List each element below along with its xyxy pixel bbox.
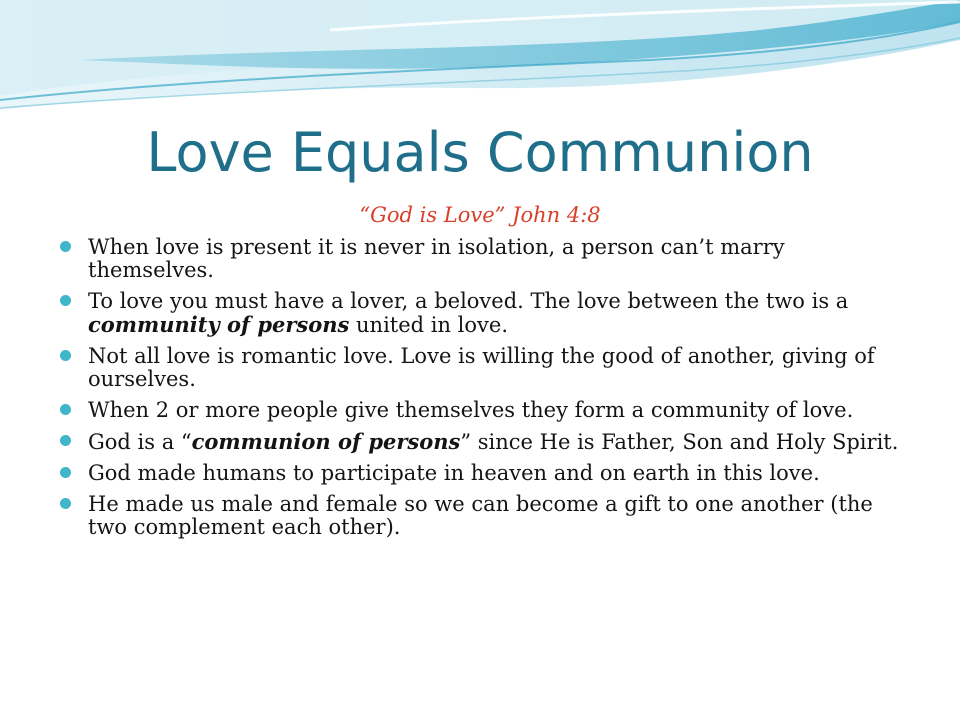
bullet-item bbox=[60, 430, 910, 454]
bullet-item bbox=[60, 345, 910, 391]
bullet-item bbox=[60, 399, 910, 422]
slide-title: Love Equals Communion bbox=[146, 121, 814, 184]
bullet-dot-icon bbox=[60, 498, 71, 509]
bullet-emphasis: community of persons bbox=[88, 312, 350, 337]
bullet-text: When love is present it is never in isolation, a person can’t marry themselves. bbox=[88, 235, 785, 282]
bullet-text: When 2 or more people give themselves they form a community of love. bbox=[88, 398, 854, 422]
bullet-text-start: To love you must have a lover, a beloved. The love between the two is a bbox=[88, 289, 849, 313]
bullet-list bbox=[60, 236, 910, 547]
bullet-text: God made humans to participate in heaven and on earth in this love. bbox=[88, 461, 820, 485]
bullet-text-start: God is a “ bbox=[88, 430, 192, 454]
bullet-item bbox=[60, 493, 910, 539]
wave-decoration bbox=[0, 0, 960, 130]
bullet-item bbox=[60, 290, 910, 337]
bullet-text-end: united in love. bbox=[349, 313, 509, 337]
bullet-text: He made us male and female so we can become a gift to one another (the two complement each other). bbox=[88, 492, 873, 539]
bullet-dot-icon bbox=[60, 404, 71, 415]
bullet-text-end: ” since He is Father, Son and Holy Spirit. bbox=[460, 430, 899, 454]
scripture-reference: “God is Love” John 4:8 bbox=[359, 203, 601, 227]
bullet-emphasis: communion of persons bbox=[191, 429, 461, 454]
bullet-item bbox=[60, 236, 910, 282]
bullet-dot-icon bbox=[60, 350, 71, 361]
bullet-dot-icon bbox=[60, 295, 71, 306]
bullet-dot-icon bbox=[60, 241, 71, 252]
bullet-text: Not all love is romantic love. Love is willing the good of another, giving of ourselves. bbox=[88, 344, 875, 391]
bullet-item bbox=[60, 462, 910, 485]
bullet-dot-icon bbox=[60, 435, 71, 446]
bullet-dot-icon bbox=[60, 467, 71, 478]
